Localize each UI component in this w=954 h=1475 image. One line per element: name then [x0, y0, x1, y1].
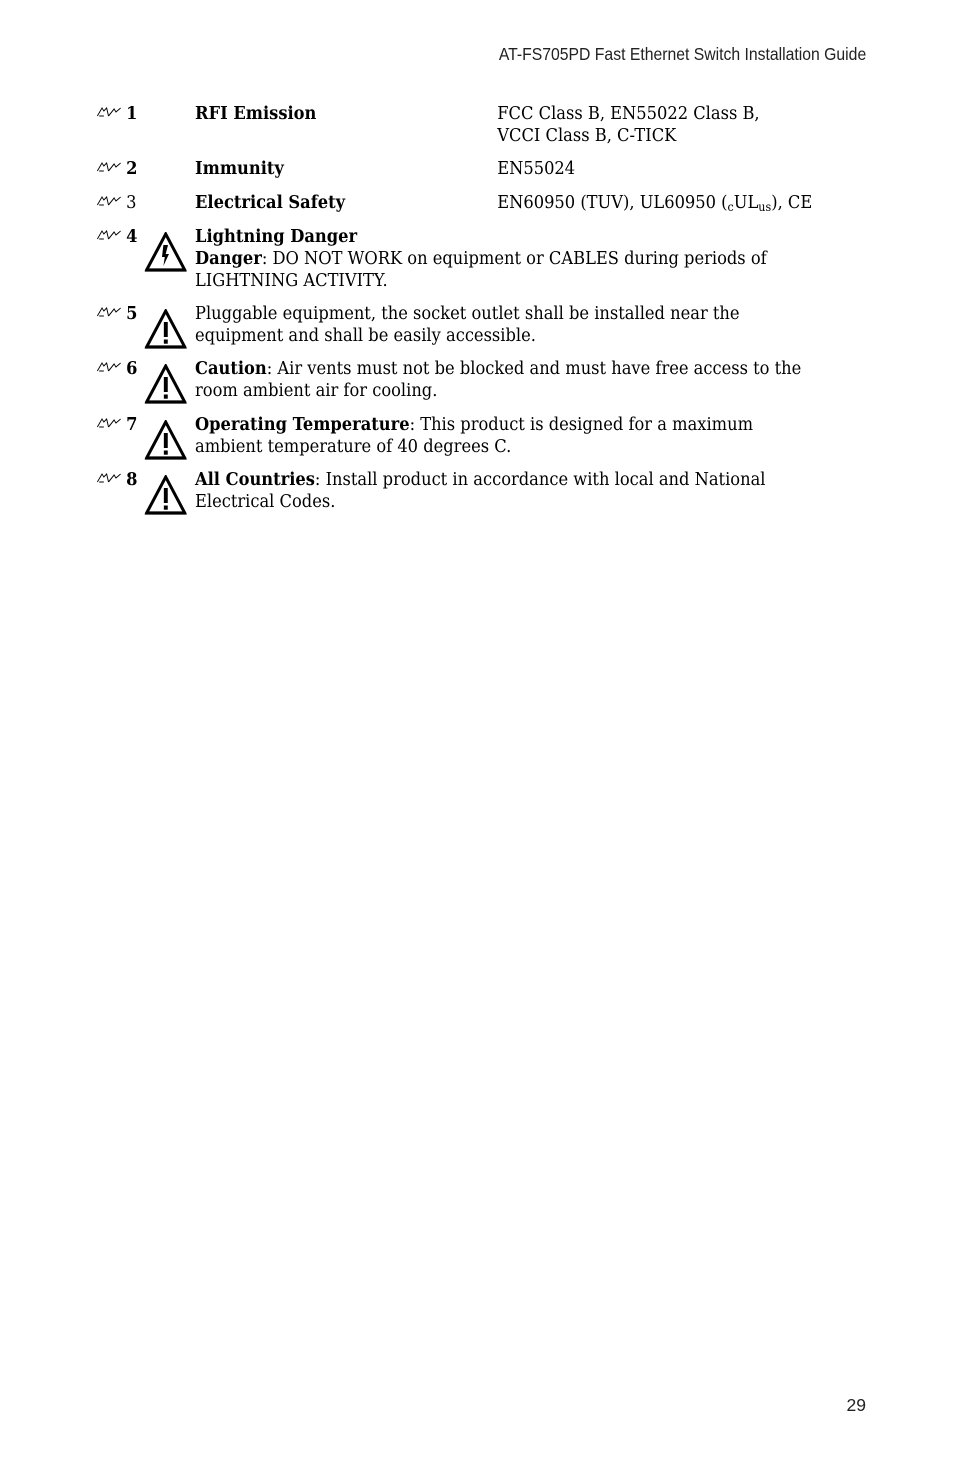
- item-text: [195, 414, 837, 458]
- item-text: [195, 358, 837, 402]
- item-number: 3: [126, 193, 137, 213]
- subscript-c: c: [727, 200, 734, 214]
- item-text: [195, 469, 837, 513]
- subscript-us: us: [758, 200, 772, 214]
- checkmark-icon: [95, 194, 123, 208]
- item-label: RFI Emission: [195, 104, 317, 124]
- checkmark-icon: [95, 305, 123, 319]
- item-number: 2: [126, 159, 138, 179]
- item-text: [195, 226, 837, 292]
- item-number: 8: [126, 470, 138, 490]
- item-lead: All Countries: [195, 470, 315, 490]
- checkmark-icon: [95, 160, 123, 174]
- item-number: 7: [126, 415, 138, 435]
- item-text-line: : Air vents must not be blocked and must have free access to the: [266, 359, 802, 379]
- item-lead: Danger: [195, 249, 262, 269]
- item-lead: Operating Temperature: [195, 415, 410, 435]
- item-value-line: VCCI Class B, C-TICK: [497, 126, 677, 146]
- item-title: Lightning Danger: [195, 227, 358, 247]
- checkmark-icon: [95, 360, 123, 374]
- item-text: [195, 303, 837, 347]
- warning-icon: [145, 364, 187, 404]
- item-text-line: Pluggable equipment, the socket outlet shall be installed near the: [195, 304, 740, 324]
- item-value: [497, 103, 759, 147]
- item-number: 5: [126, 304, 138, 324]
- page-header: AT-FS705PD Fast Ethernet Switch Installation Guide: [498, 44, 866, 64]
- item-text-line: equipment and shall be easily accessible.: [195, 326, 536, 346]
- item-label: Immunity: [195, 159, 284, 179]
- warning-icon: [145, 420, 187, 460]
- checkmark-icon: [95, 471, 123, 485]
- item-text-line: room ambient air for cooling.: [195, 381, 438, 401]
- lightning-warning-icon: [145, 232, 187, 272]
- page-number: 29: [846, 1395, 866, 1415]
- checkmark-icon: [95, 105, 123, 119]
- item-text-line: : Install product in accordance with local and National: [314, 470, 766, 490]
- checkmark-icon: [95, 416, 123, 430]
- item-text-line: : DO NOT WORK on equipment or CABLES during periods of: [261, 249, 767, 269]
- item-text-line: LIGHTNING ACTIVITY.: [195, 271, 388, 291]
- item-label: Electrical Safety: [195, 193, 346, 213]
- item-text-line: : This product is designed for a maximum: [409, 415, 753, 435]
- warning-icon: [145, 309, 187, 349]
- item-value: EN55024: [497, 159, 576, 179]
- value-prefix: EN60950 (TUV), UL60950 (: [497, 193, 728, 213]
- item-number: 6: [126, 359, 138, 379]
- checkmark-icon: [95, 228, 123, 242]
- item-text-line: Electrical Codes.: [195, 492, 336, 512]
- item-value: [497, 192, 812, 218]
- value-suffix: ), CE: [771, 193, 813, 213]
- ul-mark-text: UL: [733, 193, 759, 213]
- item-value-line: FCC Class B, EN55022 Class B,: [497, 104, 760, 124]
- warning-icon: [145, 475, 187, 515]
- item-number: 1: [126, 104, 138, 124]
- item-text-line: ambient temperature of 40 degrees C.: [195, 437, 512, 457]
- item-lead: Caution: [195, 359, 267, 379]
- item-number: 4: [126, 227, 138, 247]
